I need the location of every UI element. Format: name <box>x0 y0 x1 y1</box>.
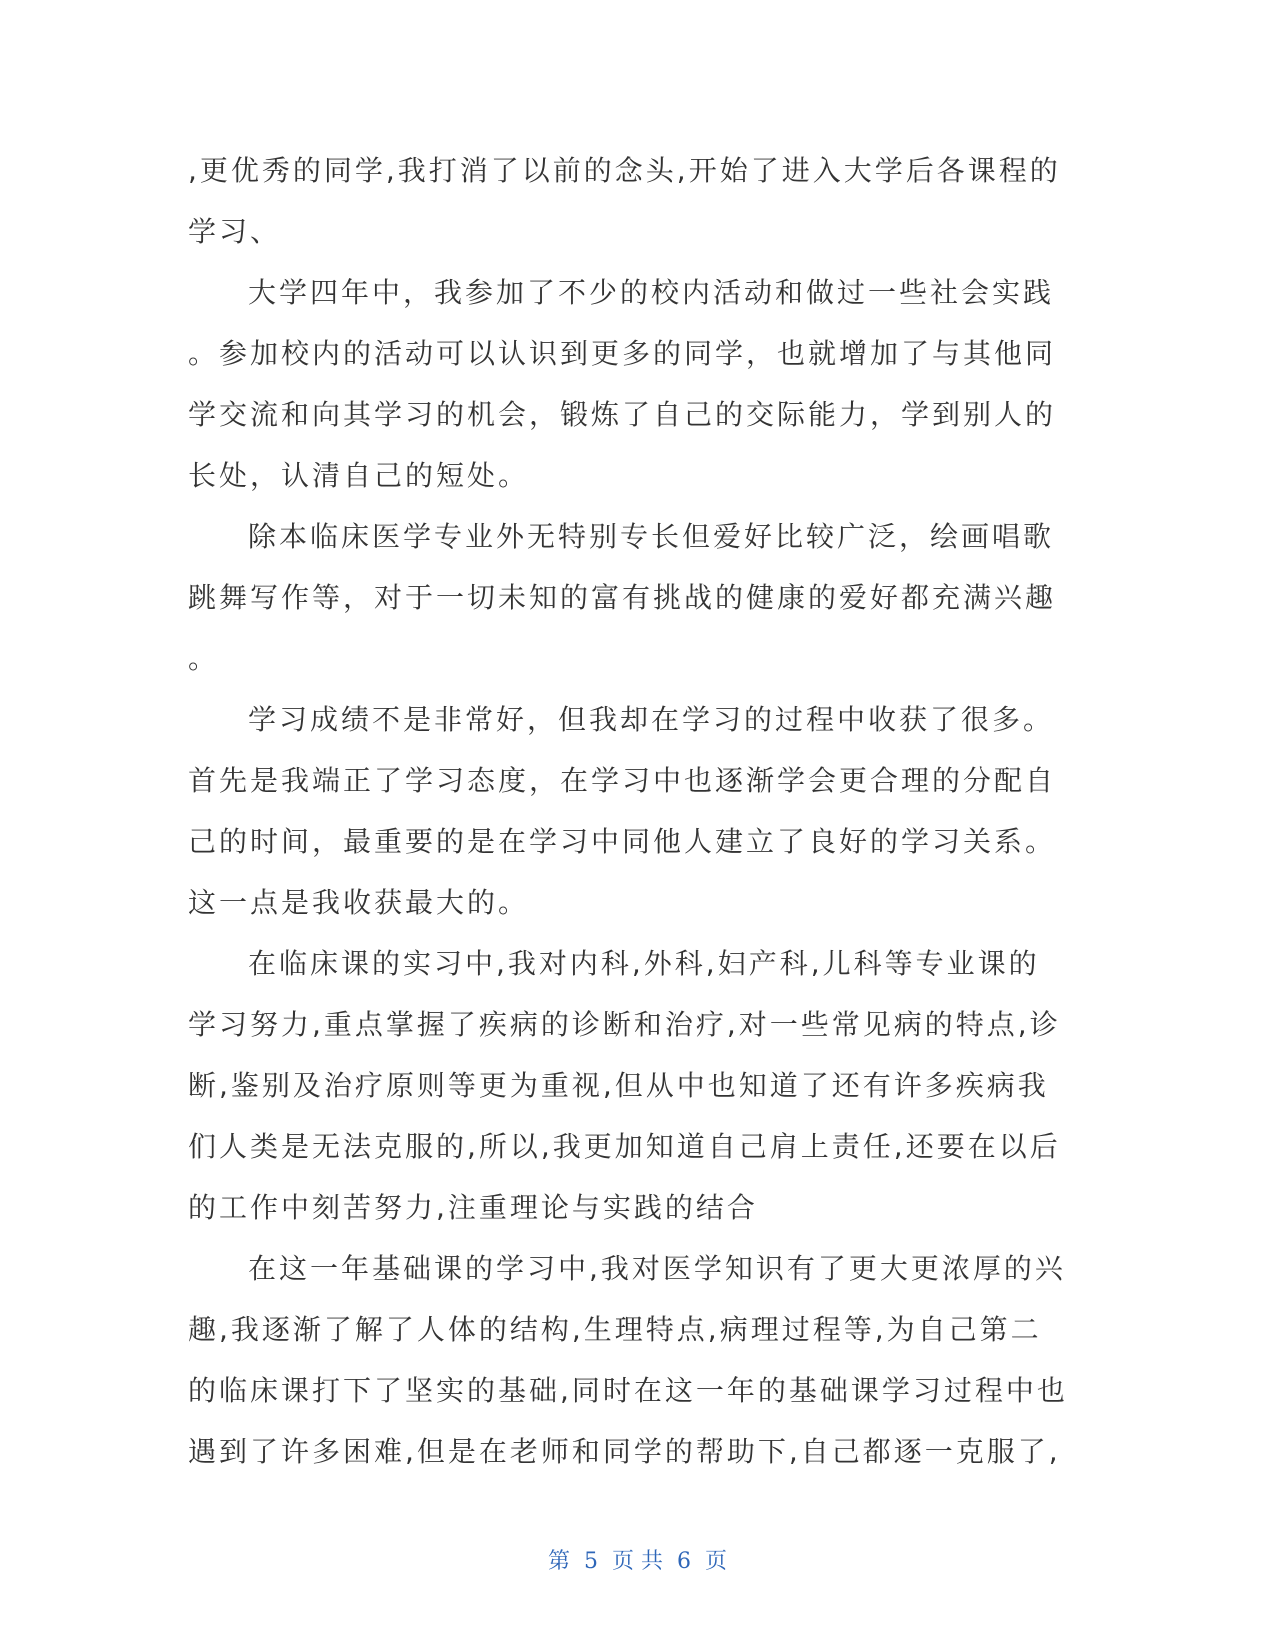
total-page-number: 6 <box>677 1549 691 1574</box>
text-line: 在临床课的实习中,我对内科,外科,妇产科,儿科等专业课的 <box>248 947 1040 980</box>
body-text <box>188 140 1088 1482</box>
text-line: 在这一年基础课的学习中,我对医学知识有了更大更浓厚的兴 <box>248 1252 1066 1285</box>
text-line: 断,鉴别及治疗原则等更为重视,但从中也知道了还有许多疾病我 <box>188 1069 1049 1102</box>
text-line: 己的时间，最重要的是在学习中同他人建立了良好的学习关系。 <box>188 825 1057 858</box>
text-line: 趣,我逐渐了解了人体的结构,生理特点,病理过程等,为自己第二 <box>188 1313 1042 1346</box>
text-line: 学习成绩不是非常好，但我却在学习的过程中收获了很多。 <box>248 703 1055 736</box>
text-line: 学交流和向其学习的机会，锻炼了自己的交际能力，学到别人的 <box>188 398 1057 431</box>
text-line: 的临床课打下了坚实的基础,同时在这一年的基础课学习过程中也 <box>188 1374 1068 1407</box>
text-line: 学习、 <box>188 215 282 248</box>
text-line: 。 <box>188 642 220 675</box>
footer-prefix: 第 <box>547 1549 570 1574</box>
footer-suffix: 页 <box>705 1549 728 1574</box>
text-line: ,更优秀的同学,我打消了以前的念头,开始了进入大学后各课程的 <box>188 154 1061 187</box>
footer-mid: 页 共 <box>612 1549 663 1574</box>
text-line: 遇到了许多困难,但是在老师和同学的帮助下,自己都逐一克服了, <box>188 1435 1061 1468</box>
text-line: 长处，认清自己的短处。 <box>188 459 530 492</box>
text-line: 这一点是我收获最大的。 <box>188 886 530 919</box>
text-line: 学习努力,重点掌握了疾病的诊断和治疗,对一些常见病的特点,诊 <box>188 1008 1061 1041</box>
page-footer <box>0 1544 1275 1575</box>
current-page-number: 5 <box>584 1549 598 1574</box>
text-line: 跳舞写作等，对于一切未知的富有挑战的健康的爱好都充满兴趣 <box>188 581 1057 614</box>
text-line: 们人类是无法克服的,所以,我更加知道自己肩上责任,还要在以后 <box>188 1130 1061 1163</box>
text-line: 的工作中刻苦努力,注重理论与实践的结合 <box>188 1191 758 1224</box>
text-line: 。参加校内的活动可以认识到更多的同学，也就增加了与其他同 <box>188 337 1057 370</box>
text-line: 大学四年中，我参加了不少的校内活动和做过一些社会实践 <box>248 276 1055 309</box>
text-line: 首先是我端正了学习态度，在学习中也逐渐学会更合理的分配自 <box>188 764 1057 797</box>
text-line: 除本临床医学专业外无特别专长但爱好比较广泛，绘画唱歌 <box>248 520 1055 553</box>
